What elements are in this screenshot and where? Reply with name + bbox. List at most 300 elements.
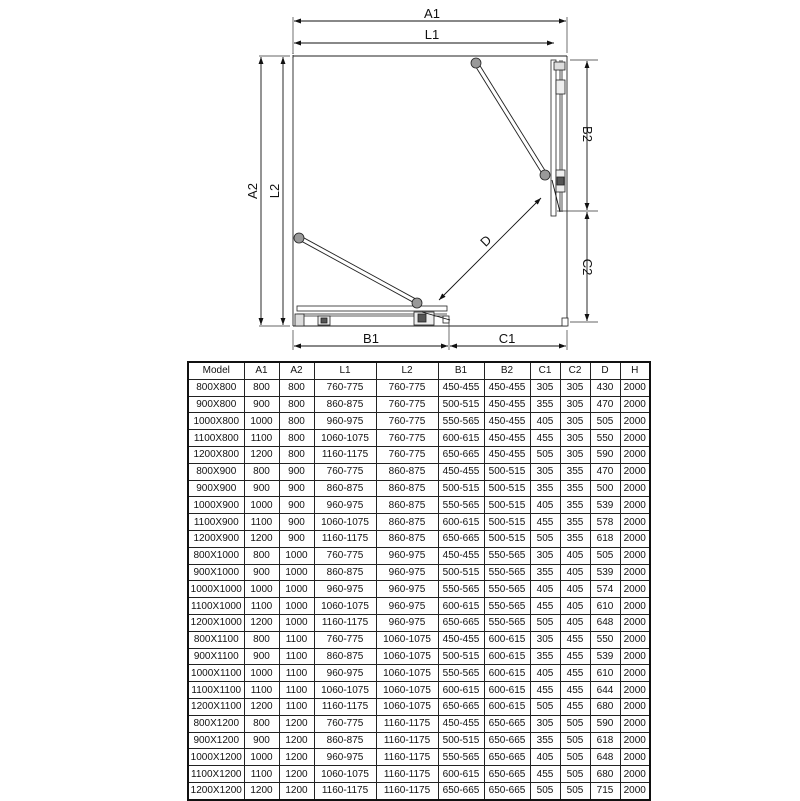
table-cell: 305 (530, 715, 560, 732)
table-row (188, 463, 650, 480)
table-row (188, 631, 650, 648)
table-cell: 455 (530, 514, 560, 531)
table-cell: 1060-1075 (376, 698, 438, 715)
table-cell: 2000 (620, 715, 650, 732)
table-cell: 900 (279, 530, 314, 547)
table-cell: 1060-1075 (314, 430, 376, 447)
table-cell: 650-665 (438, 614, 484, 631)
column-header-c2: C2 (560, 362, 590, 379)
table-cell: 1100 (279, 631, 314, 648)
table-cell: 680 (590, 698, 620, 715)
table-cell: 500-515 (484, 530, 530, 547)
table-cell: 450-455 (484, 446, 530, 463)
table-row (188, 413, 650, 430)
table-cell: 1100 (279, 665, 314, 682)
table-cell: 1200 (244, 530, 279, 547)
table-cell: 1000X1200 (188, 749, 244, 766)
table-cell: 455 (560, 698, 590, 715)
table-cell: 800X800 (188, 379, 244, 396)
table-cell: 960-975 (376, 598, 438, 615)
table-cell: 1160-1175 (376, 782, 438, 799)
table-cell: 550-565 (438, 665, 484, 682)
table-cell: 1100X1100 (188, 682, 244, 699)
table-cell: 1200 (244, 698, 279, 715)
table-cell: 1000X900 (188, 497, 244, 514)
table-row (188, 682, 650, 699)
table-cell: 960-975 (376, 581, 438, 598)
table-cell: 900 (279, 514, 314, 531)
table-cell: 500-515 (438, 564, 484, 581)
table-row (188, 614, 650, 631)
table-cell: 1160-1175 (314, 614, 376, 631)
table-cell: 860-875 (376, 497, 438, 514)
table-cell: 550-565 (484, 547, 530, 564)
label-c2: C2 (580, 258, 595, 276)
table-row (188, 480, 650, 497)
table-cell: 1060-1075 (376, 631, 438, 648)
table-cell: 305 (530, 379, 560, 396)
table-cell: 1000 (279, 564, 314, 581)
table-cell: 1100X1000 (188, 598, 244, 615)
table-cell: 1000 (279, 614, 314, 631)
table-cell: 650-665 (438, 446, 484, 463)
column-header-d: D (590, 362, 620, 379)
table-cell: 600-615 (438, 766, 484, 783)
table-cell: 800 (279, 446, 314, 463)
table-cell: 450-455 (484, 430, 530, 447)
table-cell: 2000 (620, 581, 650, 598)
table-cell: 1060-1075 (314, 598, 376, 615)
table-row (188, 732, 650, 749)
table-cell: 1200 (244, 782, 279, 799)
table-cell: 550-565 (438, 581, 484, 598)
table-cell: 405 (560, 598, 590, 615)
table-cell: 470 (590, 463, 620, 480)
table-row (188, 598, 650, 615)
table-cell: 644 (590, 682, 620, 699)
table-cell: 900 (244, 396, 279, 413)
table-cell: 860-875 (376, 530, 438, 547)
table-cell: 505 (560, 782, 590, 799)
column-header-a2: A2 (279, 362, 314, 379)
table-cell: 450-455 (484, 396, 530, 413)
right-pivot-door (471, 58, 560, 212)
table-cell: 500-515 (438, 480, 484, 497)
table-cell: 505 (530, 446, 560, 463)
table-cell: 505 (560, 766, 590, 783)
table-cell: 900X1000 (188, 564, 244, 581)
table-cell: 505 (560, 749, 590, 766)
table-cell: 760-775 (314, 715, 376, 732)
table-cell: 430 (590, 379, 620, 396)
table-cell: 1000 (244, 665, 279, 682)
column-header-b2: B2 (484, 362, 530, 379)
table-cell: 405 (530, 581, 560, 598)
table-cell: 1200 (279, 782, 314, 799)
table-row (188, 430, 650, 447)
table-cell: 2000 (620, 782, 650, 799)
table-cell: 800 (279, 430, 314, 447)
table-cell: 500-515 (438, 396, 484, 413)
column-header-l2: L2 (376, 362, 438, 379)
table-cell: 574 (590, 581, 620, 598)
table-cell: 305 (530, 631, 560, 648)
table-cell: 2000 (620, 682, 650, 699)
table-cell: 550 (590, 430, 620, 447)
table-cell: 539 (590, 648, 620, 665)
table-cell: 1060-1075 (314, 682, 376, 699)
table-cell: 2000 (620, 732, 650, 749)
table-cell: 800 (279, 413, 314, 430)
table-cell: 760-775 (314, 463, 376, 480)
table-cell: 1100 (244, 766, 279, 783)
table-cell: 1160-1175 (314, 530, 376, 547)
table-cell: 505 (590, 413, 620, 430)
table-cell: 1000 (244, 497, 279, 514)
table-row (188, 766, 650, 783)
table-cell: 760-775 (376, 446, 438, 463)
table-cell: 455 (560, 665, 590, 682)
table-cell: 405 (530, 749, 560, 766)
table-cell: 455 (530, 598, 560, 615)
table-cell: 650-665 (484, 782, 530, 799)
table-cell: 2000 (620, 564, 650, 581)
table-cell: 1000 (244, 749, 279, 766)
label-b1: B1 (363, 331, 379, 346)
table-cell: 405 (530, 497, 560, 514)
table-cell: 505 (530, 614, 560, 631)
table-cell: 2000 (620, 396, 650, 413)
label-a2: A2 (245, 183, 260, 199)
table-cell: 715 (590, 782, 620, 799)
bottom-fixed-panel (295, 306, 447, 326)
table-cell: 1160-1175 (376, 766, 438, 783)
label-a1: A1 (424, 6, 440, 21)
table-row (188, 665, 650, 682)
table-cell: 1100 (279, 648, 314, 665)
corner-post (443, 316, 568, 326)
table-cell: 600-615 (484, 698, 530, 715)
table-cell: 1200 (279, 766, 314, 783)
table-cell: 2000 (620, 749, 650, 766)
table-cell: 1060-1075 (376, 648, 438, 665)
table-cell: 1200 (244, 614, 279, 631)
table-cell: 550-565 (484, 581, 530, 598)
table-cell: 600-615 (484, 682, 530, 699)
table-cell: 860-875 (314, 396, 376, 413)
table-row (188, 547, 650, 564)
table-cell: 550-565 (484, 614, 530, 631)
table-cell: 900X900 (188, 480, 244, 497)
table-cell: 578 (590, 514, 620, 531)
table-cell: 500-515 (484, 463, 530, 480)
table-cell: 2000 (620, 530, 650, 547)
table-cell: 650-665 (484, 715, 530, 732)
table-cell: 610 (590, 665, 620, 682)
table-cell: 900 (279, 463, 314, 480)
table-cell: 355 (530, 396, 560, 413)
table-cell: 800 (244, 715, 279, 732)
column-header-l1: L1 (314, 362, 376, 379)
table-cell: 505 (530, 698, 560, 715)
table-cell: 680 (590, 766, 620, 783)
table-cell: 800 (279, 396, 314, 413)
table-cell: 1100 (244, 682, 279, 699)
table-cell: 355 (530, 480, 560, 497)
table-cell: 800X1200 (188, 715, 244, 732)
table-cell: 900X800 (188, 396, 244, 413)
table-cell: 2000 (620, 547, 650, 564)
table-cell: 355 (530, 732, 560, 749)
table-cell: 455 (560, 648, 590, 665)
table-cell: 2000 (620, 631, 650, 648)
table-cell: 1200X1200 (188, 782, 244, 799)
table-cell: 860-875 (376, 480, 438, 497)
table-cell: 1160-1175 (314, 782, 376, 799)
table-cell: 505 (530, 530, 560, 547)
table-cell: 1160-1175 (314, 446, 376, 463)
label-l2: L2 (267, 183, 282, 199)
table-cell: 1200 (279, 715, 314, 732)
table-cell: 450-455 (484, 379, 530, 396)
table-cell: 600-615 (438, 682, 484, 699)
table-cell: 355 (560, 514, 590, 531)
table-cell: 305 (560, 413, 590, 430)
table-cell: 960-975 (314, 749, 376, 766)
table-cell: 450-455 (438, 379, 484, 396)
table-cell: 2000 (620, 514, 650, 531)
table-cell: 450-455 (438, 463, 484, 480)
table-cell: 500-515 (438, 732, 484, 749)
table-cell: 650-665 (484, 732, 530, 749)
table-cell: 355 (560, 497, 590, 514)
table-cell: 1200 (279, 732, 314, 749)
table-row (188, 446, 650, 463)
table-cell: 2000 (620, 698, 650, 715)
column-header-h: H (620, 362, 650, 379)
table-cell: 860-875 (314, 480, 376, 497)
table-cell: 760-775 (314, 379, 376, 396)
table-cell: 2000 (620, 379, 650, 396)
table-cell: 860-875 (376, 514, 438, 531)
table-cell: 760-775 (376, 413, 438, 430)
table-cell: 800X900 (188, 463, 244, 480)
table-cell: 505 (560, 715, 590, 732)
table-row (188, 782, 650, 799)
table-cell: 760-775 (314, 631, 376, 648)
table-cell: 2000 (620, 648, 650, 665)
table-cell: 800 (244, 547, 279, 564)
table-cell: 500-515 (438, 648, 484, 665)
table-cell: 450-455 (438, 715, 484, 732)
table-cell: 355 (530, 564, 560, 581)
table-cell: 1160-1175 (376, 732, 438, 749)
table-cell: 800 (244, 463, 279, 480)
table-cell: 760-775 (376, 396, 438, 413)
table-cell: 405 (530, 665, 560, 682)
table-cell: 960-975 (376, 614, 438, 631)
table-cell: 650-665 (484, 749, 530, 766)
table-body (188, 379, 650, 799)
table-cell: 305 (560, 379, 590, 396)
table-cell: 900 (244, 564, 279, 581)
table-cell: 1100 (279, 682, 314, 699)
table-cell: 2000 (620, 598, 650, 615)
table-cell: 455 (530, 682, 560, 699)
dimension-lines (261, 21, 587, 346)
table-cell: 355 (560, 480, 590, 497)
table-cell: 1000 (279, 547, 314, 564)
table-cell: 960-975 (314, 497, 376, 514)
table-cell: 900 (244, 648, 279, 665)
table-cell: 550-565 (438, 497, 484, 514)
table-cell: 1200X1100 (188, 698, 244, 715)
table-cell: 1200 (244, 446, 279, 463)
table-cell: 305 (530, 463, 560, 480)
table-cell: 470 (590, 396, 620, 413)
label-d: D (477, 232, 495, 250)
table-cell: 900 (244, 480, 279, 497)
table-row (188, 497, 650, 514)
table-cell: 590 (590, 446, 620, 463)
table-cell: 450-455 (484, 413, 530, 430)
table-cell: 305 (560, 446, 590, 463)
table-cell: 505 (560, 732, 590, 749)
table-cell: 650-665 (438, 698, 484, 715)
table-cell: 550-565 (484, 564, 530, 581)
table-cell: 455 (560, 631, 590, 648)
table-cell: 1200X800 (188, 446, 244, 463)
table-cell: 590 (590, 715, 620, 732)
label-b2: B2 (580, 126, 595, 142)
table-cell: 1060-1075 (314, 514, 376, 531)
table-cell: 405 (560, 547, 590, 564)
table-cell: 1160-1175 (314, 698, 376, 715)
table-cell: 2000 (620, 480, 650, 497)
table-cell: 500 (590, 480, 620, 497)
table-cell: 900 (279, 480, 314, 497)
label-c1: C1 (498, 331, 516, 346)
table-cell: 550-565 (484, 598, 530, 615)
table-cell: 800X1000 (188, 547, 244, 564)
table-cell: 600-615 (484, 665, 530, 682)
table-cell: 1200 (279, 749, 314, 766)
table-cell: 1000X800 (188, 413, 244, 430)
table-cell: 405 (560, 614, 590, 631)
table-cell: 550-565 (438, 749, 484, 766)
bottom-pivot-door (294, 233, 450, 320)
shower-enclosure-plan-drawing (0, 0, 800, 360)
table-cell: 1100 (279, 698, 314, 715)
table-cell: 500-515 (484, 480, 530, 497)
table-cell: 600-615 (484, 631, 530, 648)
table-cell: 900 (244, 732, 279, 749)
table-cell: 1100 (244, 514, 279, 531)
table-cell: 505 (530, 782, 560, 799)
table-cell: 355 (560, 463, 590, 480)
table-cell: 1200X1000 (188, 614, 244, 631)
table-cell: 1100X900 (188, 514, 244, 531)
table-cell: 405 (560, 581, 590, 598)
table-cell: 860-875 (314, 564, 376, 581)
column-header-model: Model (188, 362, 244, 379)
table-cell: 1160-1175 (376, 715, 438, 732)
table-cell: 500-515 (484, 514, 530, 531)
table-cell: 550 (590, 631, 620, 648)
table-cell: 900 (279, 497, 314, 514)
table-cell: 1100X800 (188, 430, 244, 447)
table-row (188, 530, 650, 547)
column-header-c1: C1 (530, 362, 560, 379)
table-cell: 1000 (244, 413, 279, 430)
table-cell: 1200X900 (188, 530, 244, 547)
right-fixed-panel (551, 60, 565, 216)
table-cell: 455 (530, 430, 560, 447)
table-cell: 960-975 (376, 564, 438, 581)
table-cell: 2000 (620, 665, 650, 682)
table-cell: 2000 (620, 614, 650, 631)
table-cell: 2000 (620, 497, 650, 514)
table-row (188, 749, 650, 766)
table-cell: 2000 (620, 463, 650, 480)
table-row (188, 564, 650, 581)
table-cell: 650-665 (438, 530, 484, 547)
table-cell: 539 (590, 497, 620, 514)
table-cell: 960-975 (314, 413, 376, 430)
table-cell: 800 (279, 379, 314, 396)
table-cell: 1100X1200 (188, 766, 244, 783)
table-cell: 305 (530, 547, 560, 564)
table-cell: 648 (590, 614, 620, 631)
table-cell: 1100 (244, 430, 279, 447)
table-cell: 960-975 (314, 665, 376, 682)
table-cell: 600-615 (484, 648, 530, 665)
table-cell: 405 (530, 413, 560, 430)
table-cell: 355 (560, 530, 590, 547)
table-cell: 1000X1100 (188, 665, 244, 682)
table-cell: 505 (590, 547, 620, 564)
table-cell: 648 (590, 749, 620, 766)
table-cell: 1100 (244, 598, 279, 615)
table-cell: 618 (590, 732, 620, 749)
table-cell: 600-615 (438, 430, 484, 447)
table-cell: 960-975 (314, 581, 376, 598)
column-header-a1: A1 (244, 362, 279, 379)
table-cell: 455 (560, 682, 590, 699)
table-cell: 1000 (279, 598, 314, 615)
table-cell: 305 (560, 396, 590, 413)
table-row (188, 581, 650, 598)
table-cell: 305 (560, 430, 590, 447)
table-cell: 1060-1075 (376, 665, 438, 682)
table-row (188, 396, 650, 413)
table-row (188, 648, 650, 665)
table-cell: 1060-1075 (314, 766, 376, 783)
table-cell: 610 (590, 598, 620, 615)
table-row (188, 715, 650, 732)
table-cell: 600-615 (438, 514, 484, 531)
table-cell: 1060-1075 (376, 682, 438, 699)
table-cell: 760-775 (314, 547, 376, 564)
table-cell: 860-875 (314, 648, 376, 665)
table-cell: 1000 (279, 581, 314, 598)
enclosure-outline (293, 53, 567, 326)
table-cell: 900X1100 (188, 648, 244, 665)
table-cell: 1160-1175 (376, 749, 438, 766)
table-cell: 2000 (620, 430, 650, 447)
table-cell: 860-875 (376, 463, 438, 480)
table-cell: 650-665 (484, 766, 530, 783)
